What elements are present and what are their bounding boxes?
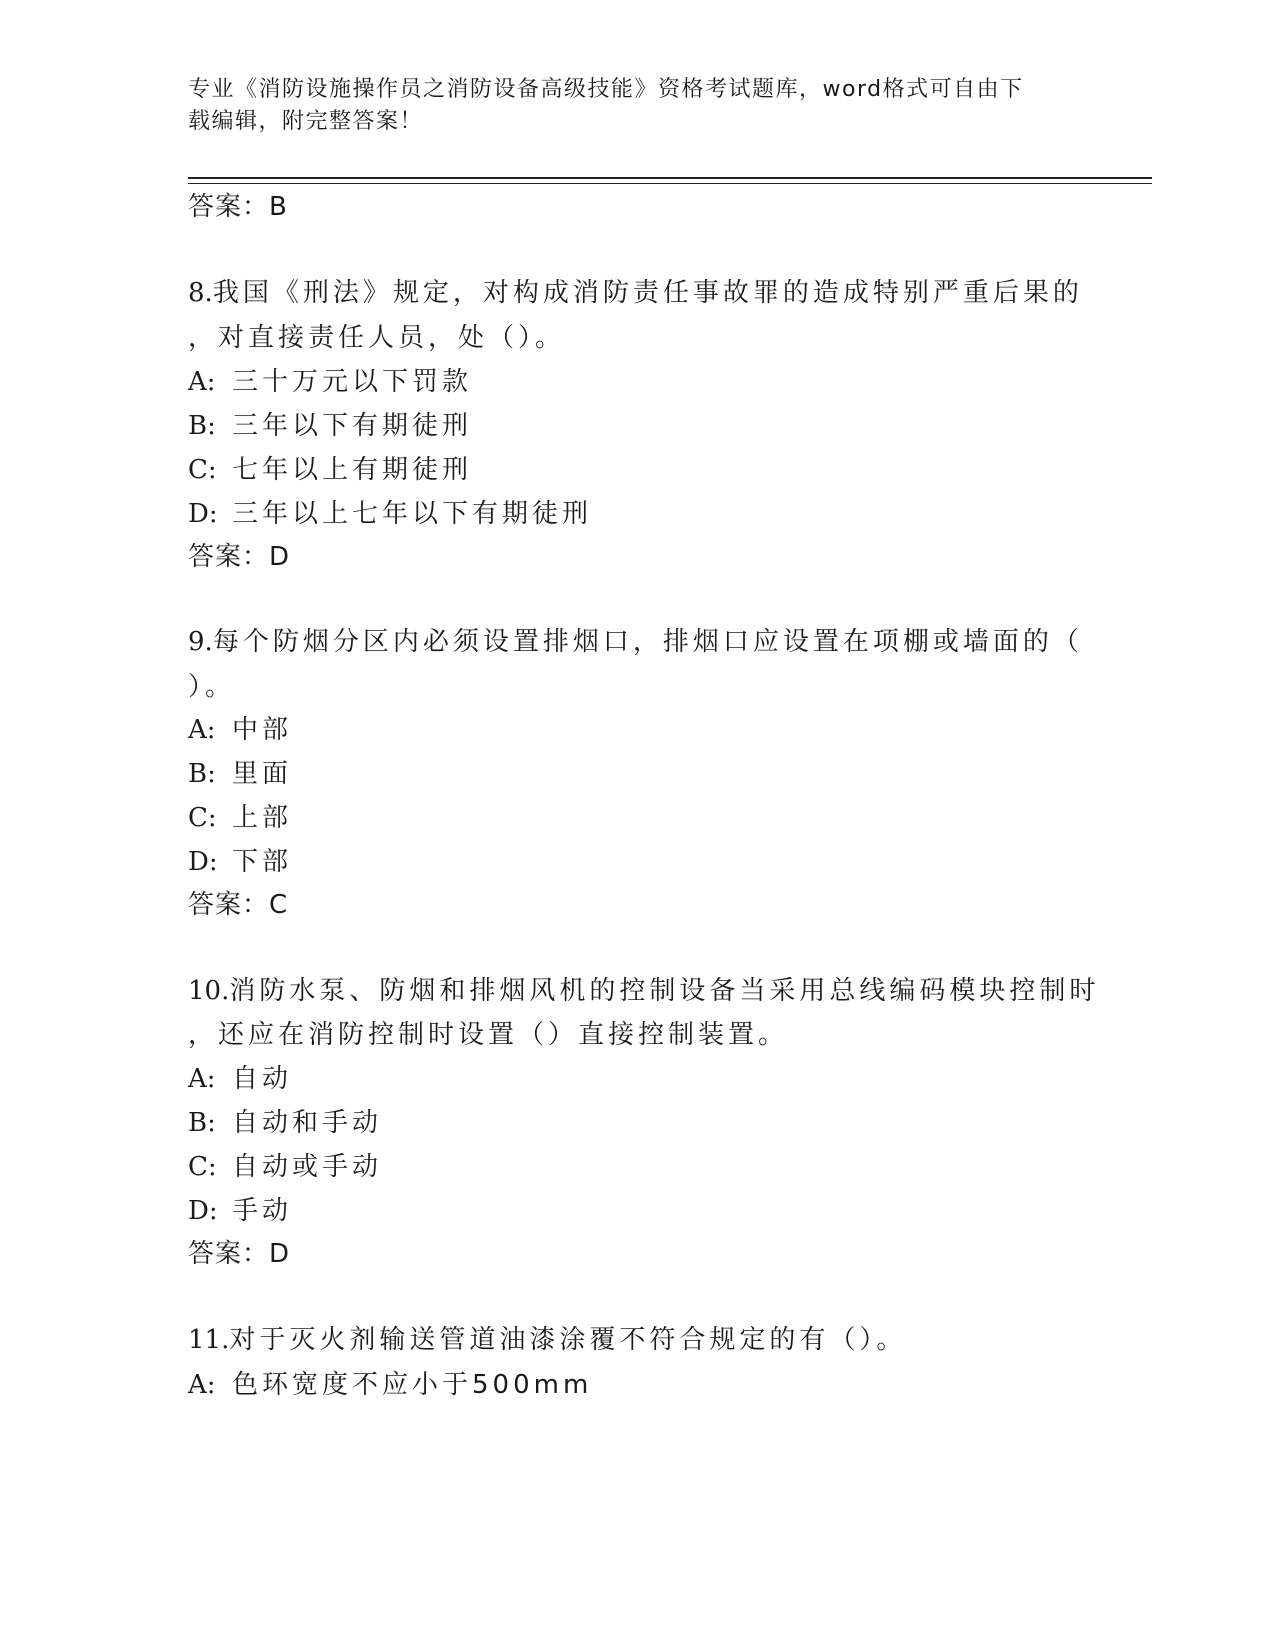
question-9-number: 9. [188,627,213,657]
option-text: 上部 [232,803,293,833]
question-10-line-1 [188,970,1099,1007]
question-10-option-a [188,1058,292,1095]
option-label: C: [188,1152,217,1182]
question-10-option-c [188,1146,382,1183]
answer-q9: 答案：C [188,890,289,920]
question-9-option-a [188,709,292,746]
option-label: C: [188,803,217,833]
question-9-option-d [188,841,292,878]
question-8-option-c [188,449,472,486]
option-text: 下部 [232,847,293,877]
option-text: 自动和手动 [232,1108,383,1138]
question-11-number: 11. [188,1325,230,1355]
document-header [188,74,1088,138]
option-label: A: [188,1370,216,1400]
option-label: D: [188,499,218,529]
question-11-text-1: 对于灭火剂输送管道油漆涂覆不符合规定的有（）。 [229,1325,907,1355]
option-text: 里面 [232,759,293,789]
option-text: 三年以下有期徒刑 [232,411,473,441]
option-text: 手动 [232,1196,293,1226]
option-text: 色环宽度不应小于500mm [232,1370,593,1400]
option-label: B: [188,411,216,441]
question-9-option-c [188,797,292,834]
option-text: 三十万元以下罚款 [232,367,473,397]
question-11-option-a [188,1364,592,1401]
question-10-number: 10. [188,976,230,1006]
option-text: 自动 [232,1064,293,1094]
question-10-text-1: 消防水泵、防烟和排烟风机的控制设备当采用总线编码模块控制时 [229,976,1100,1006]
option-label: C: [188,455,217,485]
question-9-option-b [188,753,292,790]
option-label: D: [188,1196,218,1226]
option-text: 中部 [232,715,293,745]
question-8-option-a [188,361,472,398]
question-9-line-1 [188,621,1083,658]
question-9-line-2: ）。 [188,672,236,702]
question-10-option-b [188,1102,382,1139]
question-10-line-2: ，还应在消防控制时设置（）直接控制装置。 [188,1020,789,1050]
option-label: A: [188,367,216,397]
option-text: 三年以上七年以下有期徒刑 [232,499,593,529]
header-rule-thick [188,177,1152,179]
option-label: A: [188,715,216,745]
option-text: 七年以上有期徒刑 [232,455,473,485]
answer-q7: 答案：B [188,192,288,222]
question-8-option-d [188,493,592,530]
header-rule-thin [188,183,1152,184]
answer-q8: 答案：D [188,542,291,572]
option-label: D: [188,847,218,877]
question-11-line-1 [188,1319,906,1356]
option-text: 自动或手动 [232,1152,383,1182]
header-line-1: 专业《消防设施操作员之消防设备高级技能》资格考试题库，word格式可自由下 [188,77,1024,102]
question-10-option-d [188,1190,292,1227]
answer-q10: 答案：D [188,1239,291,1269]
header-line-2: 载编辑，附完整答案！ [188,109,424,134]
question-8-option-b [188,405,472,442]
question-8-line-1 [188,272,1083,309]
question-8-text-1: 我国《刑法》规定，对构成消防责任事故罪的造成特别严重后果的 [212,278,1083,308]
option-label: A: [188,1064,216,1094]
question-9-text-1: 每个防烟分区内必须设置排烟口，排烟口应设置在项棚或墙面的（ [212,627,1083,657]
question-8-line-2: ，对直接责任人员，处（）。 [188,323,566,353]
option-label: B: [188,759,216,789]
question-8-number: 8. [188,278,213,308]
option-label: B: [188,1108,216,1138]
